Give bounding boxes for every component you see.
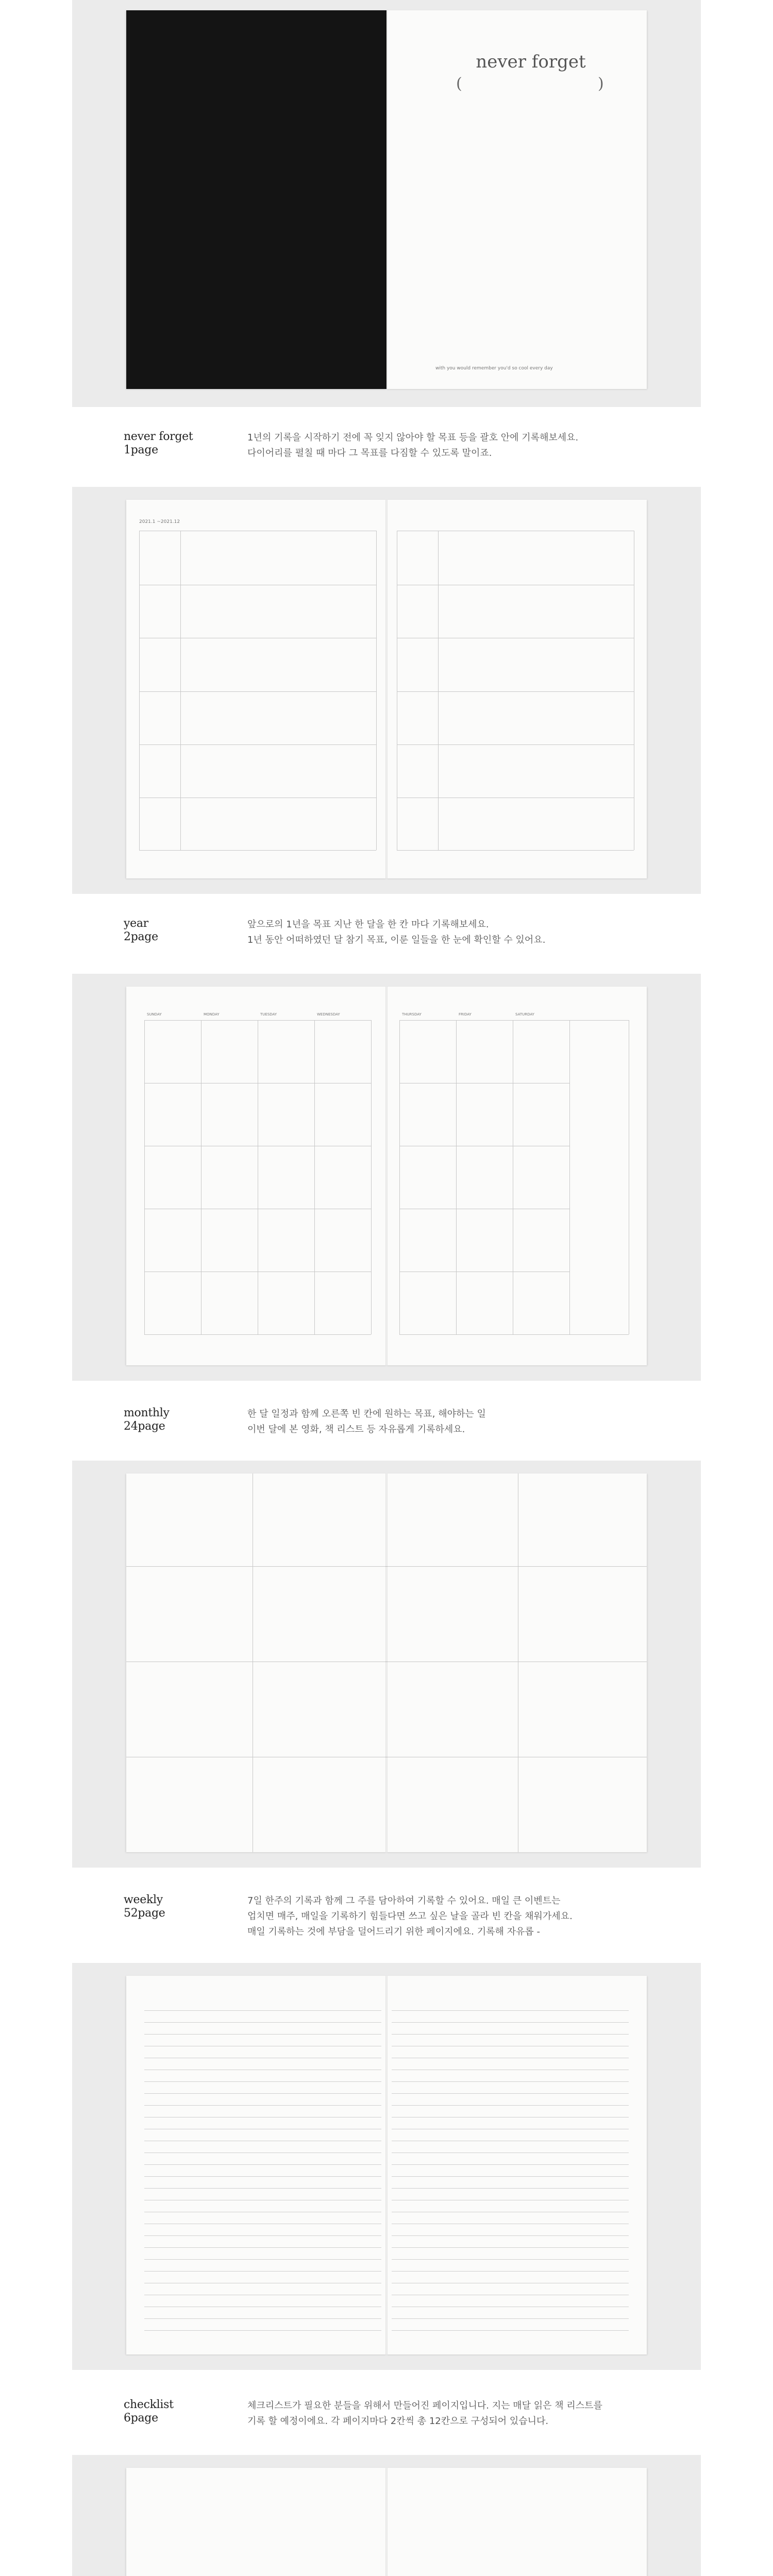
caption-page-count: 2page xyxy=(124,930,158,943)
caption-title-line: monthly xyxy=(124,1406,170,1419)
spread-gutter xyxy=(385,987,388,1365)
year-left-page xyxy=(126,500,386,878)
spread-gutter xyxy=(385,1473,388,1852)
year-photo xyxy=(72,487,701,894)
caption-title-line: year xyxy=(124,917,148,930)
year-right-page xyxy=(386,500,647,878)
caption-line: 이번 달에 본 영화, 책 리스트 등 자유롭게 기록하세요. xyxy=(247,1424,465,1435)
caption-line: 기록 할 예정이에요. 각 페이지마다 2칸씩 총 12칸으로 구성되어 있습니다. xyxy=(247,2416,549,2427)
blank-right-page xyxy=(386,2468,647,2576)
caption-line: 앞으로의 1년을 목표 지난 한 달을 한 칸 마다 기록해보세요. xyxy=(247,919,489,930)
spread-gutter xyxy=(385,10,388,389)
weekday-label: FRIDAY xyxy=(459,1012,472,1016)
monthly-right-page xyxy=(386,987,647,1365)
paren-open: ( xyxy=(456,75,462,93)
weekday-label: TUESDAY xyxy=(260,1012,277,1016)
checklist-photo xyxy=(72,1963,701,2370)
weekly-right-page xyxy=(386,1473,647,1852)
spread-gutter xyxy=(385,1976,388,2354)
caption-line: 7일 한주의 기록과 함께 그 주를 담아하여 기록할 수 있어요. 매일 큰 이벤트는 xyxy=(247,1895,561,1906)
caption-title xyxy=(124,1893,237,1920)
weekday-label: WEDNESDAY xyxy=(317,1012,340,1016)
no-line-photo xyxy=(72,2455,701,2576)
weekday-label: THURSDAY xyxy=(402,1012,422,1016)
caption-line: 매일 기록하는 것에 부담을 덜어드리기 위한 페이지에요. 기록해 자유롭 - xyxy=(247,1926,540,1937)
caption-title-line: never forget xyxy=(124,430,193,443)
caption-line: 업치면 매주, 매일을 기록하기 힘들다면 쓰고 싶은 날을 골라 빈 칸을 채워가세요. xyxy=(247,1911,573,1922)
caption-title xyxy=(124,2398,237,2425)
caption-title-line: weekly xyxy=(124,1893,163,1906)
caption-page-count: 24page xyxy=(124,1420,165,1433)
caption-page-count: 52page xyxy=(124,1907,165,1920)
caption-line: 한 달 일정과 함께 오른쪽 빈 칸에 원하는 목표, 해야하는 일 xyxy=(247,1409,486,1419)
weekly-left-page xyxy=(126,1473,386,1852)
spread-gutter xyxy=(385,2468,388,2576)
weekday-label: MONDAY xyxy=(204,1012,220,1016)
monthly-photo xyxy=(72,974,701,1381)
caption-title-line: checklist xyxy=(124,2398,174,2411)
year-range-label: 2021.1 ~2021.12 xyxy=(139,519,180,524)
checklist-right-page xyxy=(386,1976,647,2354)
monthly-left-page xyxy=(126,987,386,1365)
caption-line: 체크리스트가 필요한 분들을 위해서 만들어진 페이지입니다. 지는 매달 읽은 책 리스트를 xyxy=(247,2400,602,2411)
weekday-label: SATURDAY xyxy=(515,1012,534,1016)
weekday-label: SUNDAY xyxy=(147,1012,162,1016)
paren-close: ) xyxy=(598,75,604,93)
never-forget-footer: with you would remember you'd so cool every day xyxy=(435,366,553,371)
blank-left-page xyxy=(126,2468,386,2576)
caption-description xyxy=(247,1406,670,1437)
spread-gutter xyxy=(385,500,388,878)
caption-description xyxy=(247,430,670,461)
caption-line: 1년 동안 어떠하였던 달 참기 목표, 이룬 일들을 한 눈에 확인할 수 있어요. xyxy=(247,935,546,945)
caption-description xyxy=(247,917,670,948)
caption-title xyxy=(124,917,237,944)
checklist-left-page xyxy=(126,1976,386,2354)
caption-line: 1년의 기록을 시작하기 전에 꼭 잊지 않아야 할 목표 등을 괄호 안에 기록해보세요. xyxy=(247,432,579,443)
caption-page-count: 6page xyxy=(124,2412,158,2425)
never-forget-photo xyxy=(72,0,701,407)
black-cover-page xyxy=(126,10,386,389)
never-forget-heading: never forget xyxy=(476,52,586,72)
caption-page-count: 1page xyxy=(124,444,158,456)
caption-title xyxy=(124,1406,237,1433)
weekly-photo xyxy=(72,1461,701,1868)
never-forget-page xyxy=(386,10,647,389)
caption-line: 다이어리를 펼칠 때 마다 그 목표를 다짐할 수 있도록 말이죠. xyxy=(247,448,492,459)
caption-title xyxy=(124,430,237,457)
caption-description xyxy=(247,1893,670,1940)
caption-description xyxy=(247,2398,670,2429)
